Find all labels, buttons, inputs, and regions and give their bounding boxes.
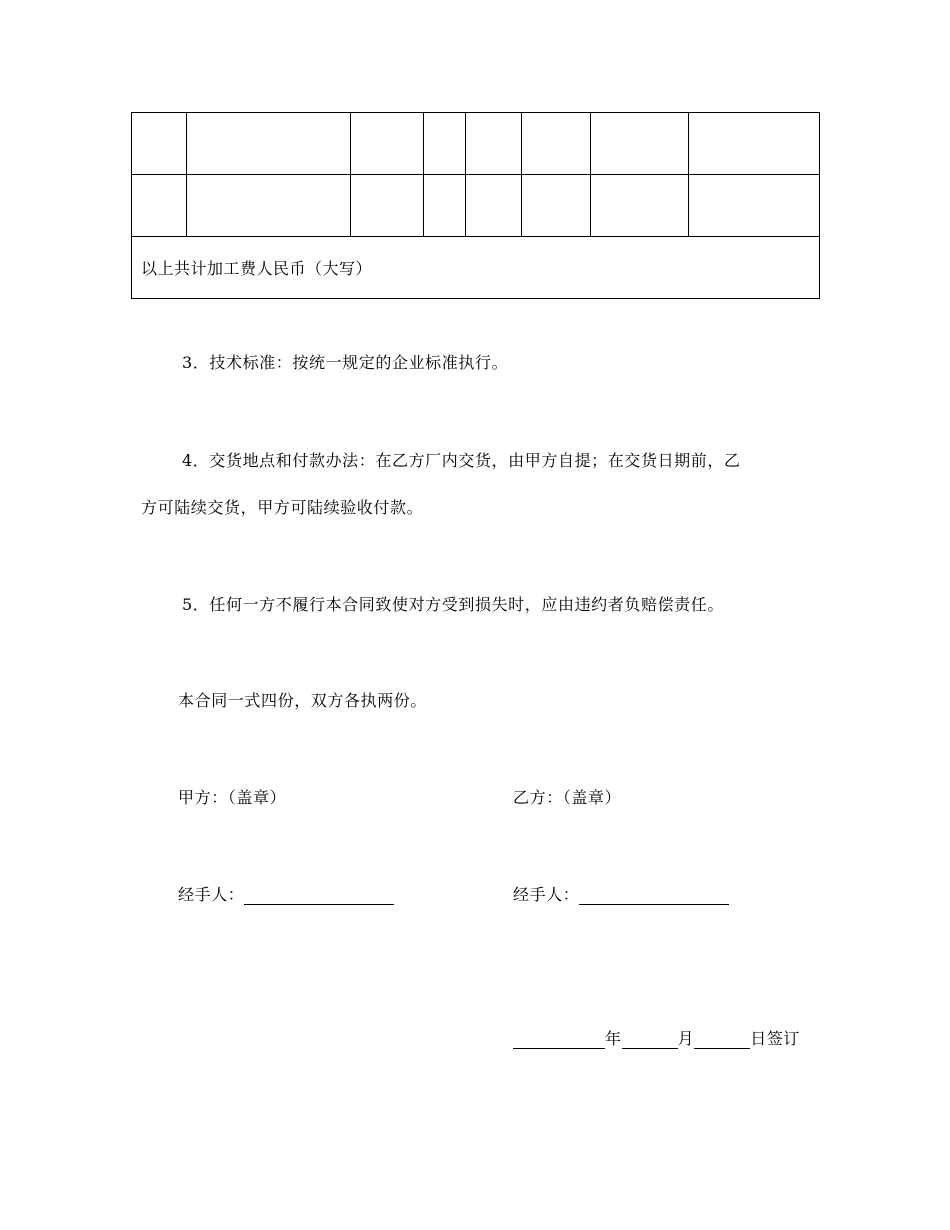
- table-cell: [132, 175, 187, 237]
- handler-a: [178, 882, 394, 905]
- table-row: [132, 113, 820, 175]
- handler-a-signature-blank[interactable]: [244, 886, 394, 905]
- table-cell: [522, 175, 591, 237]
- total-fee-label: 以上共计加工费人民币（大写）: [132, 237, 820, 299]
- year-blank[interactable]: [513, 1030, 605, 1049]
- clause-liability: 5．任何一方不履行本合同致使对方受到损失时，应由违约者负赔偿责任。: [182, 595, 724, 614]
- month-blank[interactable]: [622, 1030, 678, 1049]
- table-cell: [187, 175, 351, 237]
- clause-delivery-line-1: 4．交货地点和付款办法：在乙方厂内交货，由甲方自提；在交货日期前，乙: [182, 451, 741, 470]
- clause-technical-standard: 3．技术标准：按统一规定的企业标准执行。: [182, 353, 509, 372]
- table-cell: [591, 175, 689, 237]
- handler-b-signature-blank[interactable]: [579, 886, 729, 905]
- table-row-total: [132, 237, 820, 299]
- table-cell: [466, 113, 522, 175]
- clause-delivery-line-2: 方可陆续交货，甲方可陆续验收付款。: [141, 498, 424, 517]
- handler-b-label: 经手人：: [513, 885, 580, 904]
- month-label: 月: [677, 1029, 695, 1048]
- table-cell: [689, 113, 820, 175]
- processing-fee-table: [131, 112, 820, 299]
- table-cell: [424, 175, 466, 237]
- table-cell: [187, 113, 351, 175]
- table-cell: [591, 113, 689, 175]
- handler-a-label: 经手人：: [178, 885, 245, 904]
- day-signed-label: 日签订: [750, 1029, 801, 1048]
- day-blank[interactable]: [694, 1030, 750, 1049]
- handler-b: [513, 882, 729, 905]
- party-b-seal-label: 乙方：（盖章）: [513, 788, 622, 807]
- table-cell: [689, 175, 820, 237]
- table-cell: [351, 175, 424, 237]
- table-cell: [466, 175, 522, 237]
- table-cell: [424, 113, 466, 175]
- party-a-seal-label: 甲方：（盖章）: [178, 788, 287, 807]
- signing-date-line: [513, 1026, 800, 1049]
- table-cell: [522, 113, 591, 175]
- table-row: [132, 175, 820, 237]
- table-cell: [132, 113, 187, 175]
- year-label: 年: [605, 1029, 622, 1048]
- clause-copies: 本合同一式四份，双方各执两份。: [178, 691, 428, 710]
- table-cell: [351, 113, 424, 175]
